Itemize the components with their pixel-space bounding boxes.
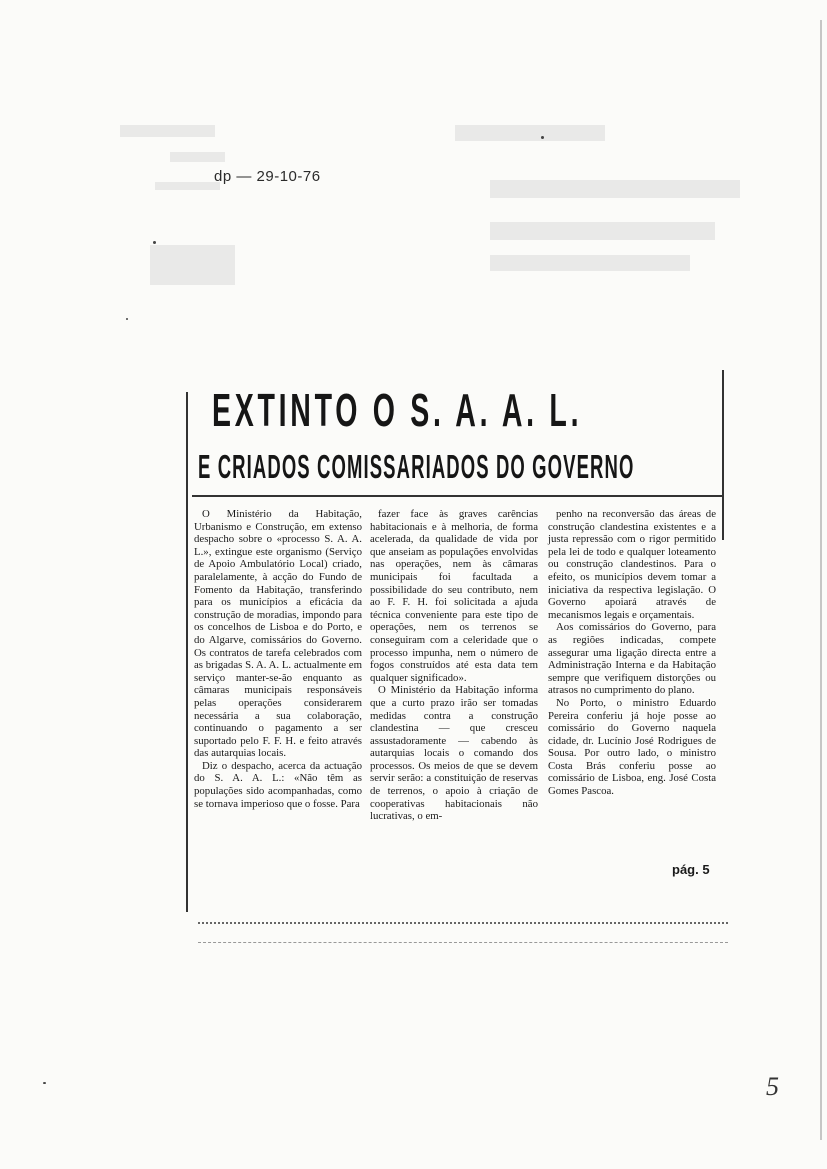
bleed-through-mark <box>150 245 235 285</box>
scan-edge <box>820 20 822 1140</box>
article-headline: EXTINTO O S. A. A. L. <box>212 384 583 436</box>
clipping-date-stamp: dp — 29-10-76 <box>214 168 321 185</box>
article-paragraph: Aos comissários do Governo, para as regiões indicadas, compete assegurar uma ligação directa entre a Administração Interna e da Habitação sempre que verifiquem distorções ou atrasos no cumprimento do plano. <box>548 621 716 697</box>
ink-speck <box>153 241 156 244</box>
headline-rule <box>192 495 722 497</box>
newspaper-clipping <box>178 370 738 950</box>
bleed-through-mark <box>120 125 215 137</box>
article-column-1 <box>194 508 362 810</box>
ink-speck <box>126 318 128 320</box>
bleed-through-mark <box>490 180 740 198</box>
article-paragraph: O Ministério da Habitação, Urbanismo e Construção, em extenso despacho sobre o «processo S. A. A. L.», extingue este organismo (Serviço de Apoio Ambulatório Local) criado, paralelamente, à acção do Fundo de Fomento da Habitação, transferindo para os municípios a eficácia da construção de moradias, impondo para os concelhos de Lisboa e do Porto, e do Algarve, comissários do Governo. Os contratos de tarefa celebrados com as brigadas S. A. A. L. actualmente em serviço manter-se-ão enquanto as câmaras municipais responsáveis pelas operações considerarem necessária a sua colaboração, continuando o pagamento a ser suportado pelo F. F. H. e feito através das autarquias locais. <box>194 508 362 760</box>
bleed-through-mark <box>170 152 225 162</box>
article-paragraph: Diz o despacho, acerca da actuação do S. A. A. L.: «Não têm as populações sido acompanhadas, como se tornava imperioso que o fosse. Para <box>194 759 362 810</box>
article-paragraph: penho na reconversão das áreas de construção clandestina existentes e a justa repressão com o rigor permitido pela lei de todo e qualquer loteamento ou construção clandestinos. Para o efeito, os municípios devem tomar a iniciativa da respectiva legislação. O Governo apoiará através de mecanismos legais e orçamentais. <box>548 508 716 621</box>
bleed-through-mark <box>455 125 605 141</box>
bleed-through-mark <box>490 222 715 240</box>
article-paragraph: No Porto, o ministro Eduardo Pereira conferiu já hoje posse ao comissário do Governo naquela cidade, dr. Lucínio José Rodrigues de Sousa. Por outro lado, o ministro Costa Brás conferiu posse ao comissário de Lisboa, eng. José Costa Gomes Pascoa. <box>548 696 716 798</box>
article-paragraph: fazer face às graves carências habitacionais e à melhoria, de forma acelerada, da qualidade de vida por que anseiam as populações envolvidas nas operações, nem às câmaras municipais foi facultada a possibilidade do seu contributo, nem ao F. F. H. foi solicitada a ajuda técnica conveniente para este tipo de operações, nem os terrenos se conseguiram com a celeridade que o processo impunha, nem o número de fogos construídos até esta data tem qualquer significado». <box>370 508 538 684</box>
article-column-3 <box>548 508 716 798</box>
page-reference: pág. 5 <box>672 862 710 877</box>
clipping-cut-line <box>198 922 728 924</box>
ink-speck <box>43 1082 46 1084</box>
bleed-through-mark <box>155 182 220 190</box>
article-column-2 <box>370 508 538 823</box>
ink-speck <box>541 136 544 139</box>
clipping-cut-line <box>198 942 728 943</box>
bleed-through-mark <box>490 255 690 271</box>
article-paragraph: O Ministério da Habitação informa que a curto prazo irão ser tomadas medidas contra a construção clandestina — que cresceu assustadoramente — cabendo às autarquias locais o comando dos processos. Os meios de que se devem servir serão: a constituição de reservas de terrenos, o apoio à criação de cooperativas habitacionais não lucrativas, o em- <box>370 684 538 823</box>
handwritten-sheet-number: 5 <box>766 1072 779 1101</box>
article-subheadline: E CRIADOS COMISSARIADOS DO GOVERNO <box>198 448 635 485</box>
